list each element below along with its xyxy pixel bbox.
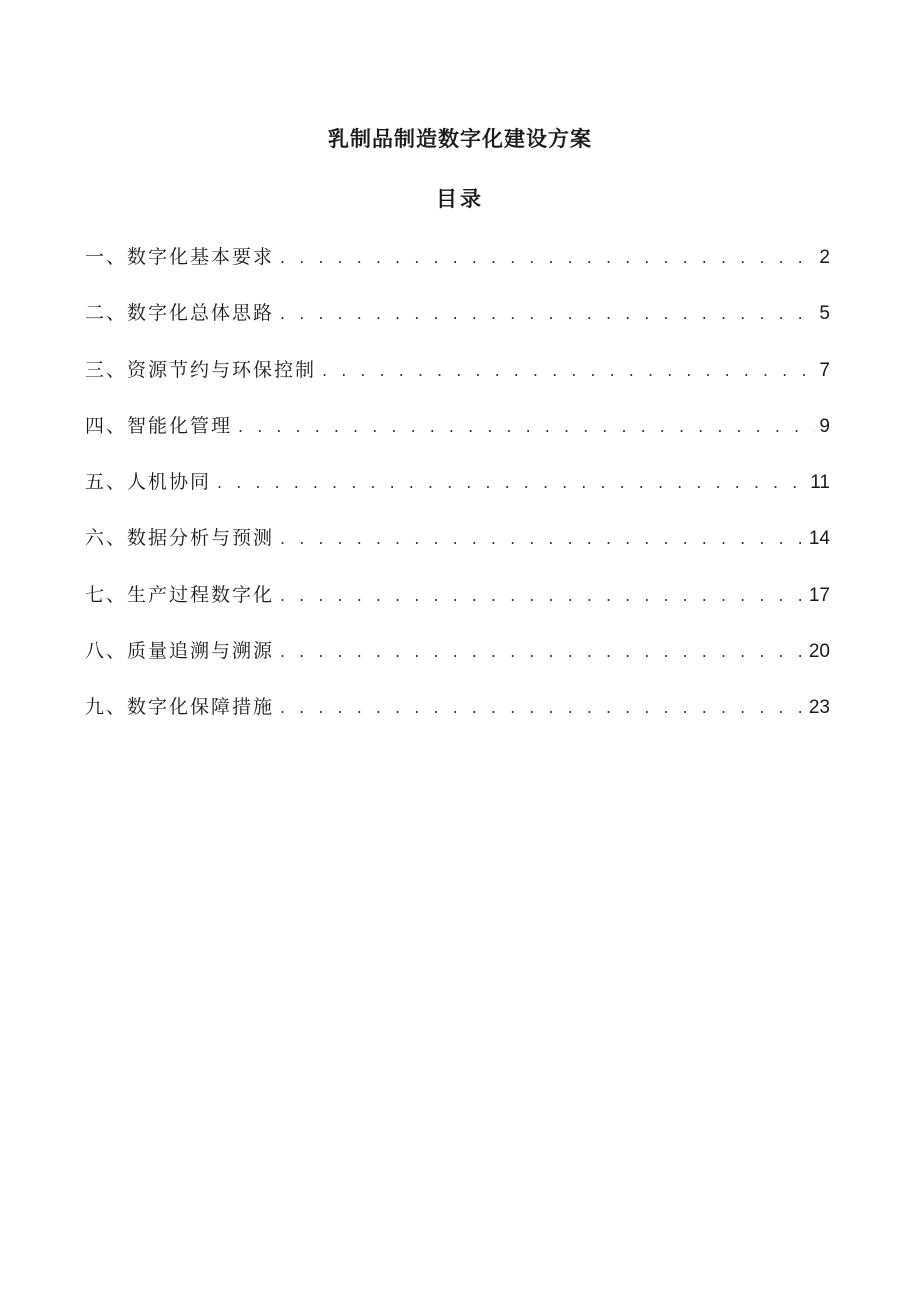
- toc-entry-page: 5: [819, 303, 830, 325]
- table-of-contents: [85, 240, 830, 747]
- toc-entry-label: 二、数字化总体思路: [85, 302, 275, 325]
- toc-entry-label: 三、资源节约与环保控制: [85, 358, 317, 381]
- toc-entry-label: 四、智能化管理: [85, 414, 233, 437]
- toc-heading: 目录: [436, 187, 484, 211]
- toc-entry-label: 九、数字化保障措施: [85, 696, 275, 719]
- toc-entry-label: 八、质量追溯与溯源: [85, 640, 275, 663]
- toc-entry-page: 2: [819, 247, 830, 268]
- toc-entry-page: 9: [819, 415, 830, 437]
- toc-entry-label: 一、数字化基本要求: [85, 246, 275, 268]
- document-title: 乳制品制造数字化建设方案: [328, 127, 592, 151]
- toc-dot-leader: [280, 579, 805, 613]
- toc-entry-page: 14: [808, 528, 830, 550]
- toc-entry[interactable]: [85, 240, 830, 296]
- toc-dot-leader: [280, 635, 805, 669]
- toc-entry-page: 11: [810, 472, 830, 494]
- toc-dot-leader: [280, 241, 815, 275]
- toc-entry-label: 五、人机协同: [85, 471, 212, 494]
- toc-dot-leader: [322, 354, 815, 388]
- toc-entry-page: 7: [819, 359, 830, 381]
- toc-entry-page: 17: [808, 584, 830, 606]
- toc-entry[interactable]: [85, 578, 830, 634]
- toc-entry[interactable]: [85, 521, 830, 577]
- toc-entry[interactable]: [85, 465, 830, 521]
- toc-entry-label: 七、生产过程数字化: [85, 583, 275, 606]
- toc-dot-leader: [280, 297, 815, 331]
- toc-entry-page: 23: [808, 697, 830, 719]
- toc-dot-leader: [238, 410, 815, 444]
- toc-entry[interactable]: [85, 690, 830, 746]
- toc-entry-label: 六、数据分析与预测: [85, 527, 275, 550]
- toc-dot-leader: [280, 522, 805, 556]
- toc-dot-leader: [280, 691, 805, 725]
- toc-dot-leader: [217, 466, 806, 500]
- toc-entry[interactable]: [85, 409, 830, 465]
- toc-entry-page: 20: [808, 641, 830, 663]
- toc-entry[interactable]: [85, 353, 830, 409]
- toc-entry[interactable]: [85, 634, 830, 690]
- toc-entry[interactable]: [85, 296, 830, 352]
